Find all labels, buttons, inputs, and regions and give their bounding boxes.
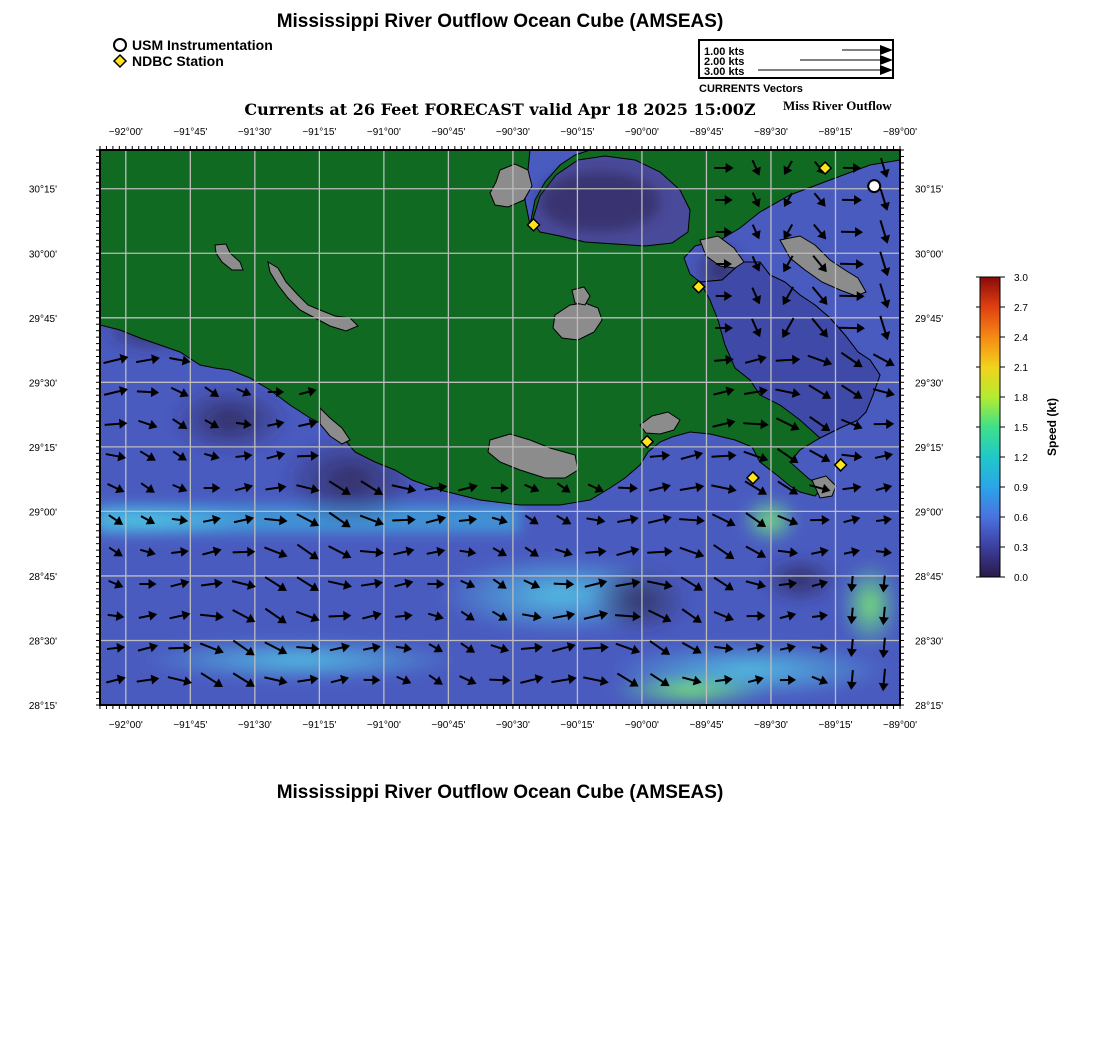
lon-tick-label-bottom: −89°30' (753, 720, 788, 731)
lon-tick-label-bottom: −92°00' (108, 720, 143, 731)
lon-tick-label-bottom: −90°45' (431, 720, 466, 731)
colorbar-tick-label: 0.9 (1014, 483, 1028, 494)
lat-tick-label-right: 29°15' (915, 442, 944, 454)
lat-tick-label-right: 29°45' (915, 313, 944, 325)
lat-tick-label-right: 28°45' (915, 571, 944, 583)
vector-label-2: 2.00 kts (704, 56, 745, 68)
lon-tick-label-bottom: −91°30' (237, 720, 272, 731)
colorbar-label: Speed (kt) (1045, 397, 1059, 457)
lon-tick-label-bottom: −91°15' (302, 720, 337, 731)
lat-tick-label-left: 28°15' (28, 701, 57, 712)
lat-tick-label-right: 30°00' (915, 249, 944, 261)
lon-tick-label-top: −89°30' (753, 127, 788, 138)
lon-tick-label-bottom: −90°30' (495, 720, 530, 731)
colorbar-tick-label: 2.1 (1014, 363, 1028, 374)
colorbar-tick-label: 2.7 (1014, 303, 1028, 314)
colorbar-tick-label: 3.0 (1014, 273, 1028, 284)
usm-instrument-marker (868, 180, 880, 192)
lon-tick-label-top: −91°00' (366, 127, 401, 138)
colorbar-tick-label: 0.3 (1014, 543, 1028, 554)
lat-tick-label-left: 28°30' (28, 636, 57, 648)
bottom-title: Mississippi River Outflow Ocean Cube (AMSEAS) (276, 782, 724, 803)
lon-tick-label-top: −89°15' (818, 127, 853, 138)
lon-tick-label-bottom: −89°00' (883, 720, 917, 731)
vector-legend-caption: CURRENTS Vectors (699, 83, 803, 95)
region-label: Miss River Outflow (783, 98, 892, 113)
colorbar-tick-label: 1.2 (1014, 453, 1028, 464)
legend-ndbc-label: NDBC Station (132, 53, 224, 69)
lon-tick-label-top: −90°30' (495, 127, 530, 138)
lon-tick-label-top: −90°45' (431, 127, 466, 138)
lon-tick-label-top: −90°00' (624, 127, 659, 138)
lat-tick-label-left: 30°15' (28, 184, 57, 196)
lon-tick-label-top: −91°15' (302, 127, 337, 138)
lon-tick-label-top: −89°00' (883, 127, 917, 138)
map-body (20, 150, 900, 708)
colorbar-tick-label: 1.5 (1014, 423, 1028, 434)
lon-tick-label-top: −91°30' (237, 127, 272, 138)
lat-tick-label-left: 28°45' (28, 571, 57, 583)
lat-tick-label-right: 30°15' (915, 184, 944, 196)
lon-tick-label-top: −89°45' (689, 127, 724, 138)
lon-tick-label-bottom: −89°15' (818, 720, 853, 731)
lat-tick-label-left: 29°00' (28, 507, 57, 519)
lon-tick-label-bottom: −89°45' (689, 720, 724, 731)
lat-tick-label-right: 28°30' (915, 636, 944, 648)
lon-tick-label-top: −92°00' (108, 127, 143, 138)
lat-tick-label-right: 29°30' (915, 378, 944, 390)
vector-label-1: 1.00 kts (704, 46, 745, 58)
lon-tick-label-bottom: −91°00' (366, 720, 401, 731)
map-title: Mississippi River Outflow Ocean Cube (AMSEAS) (276, 11, 724, 32)
lon-tick-label-top: −91°45' (173, 127, 208, 138)
lat-tick-label-left: 29°45' (28, 313, 57, 325)
colorbar-ramp (980, 277, 1000, 577)
lon-tick-label-bottom: −90°15' (560, 720, 595, 731)
lat-tick-label-right: 29°00' (915, 507, 944, 519)
map-subtitle: Currents at 26 Feet FORECAST valid Apr 18 2025 15:00Z (244, 100, 756, 119)
colorbar (970, 270, 1040, 590)
legend-usm-label: USM Instrumentation (132, 37, 273, 53)
lon-tick-label-bottom: −90°00' (624, 720, 659, 731)
vector-label-3: 3.00 kts (704, 66, 745, 77)
lat-tick-label-left: 29°30' (28, 378, 57, 390)
colorbar-tick-label: 1.8 (1014, 393, 1028, 404)
lon-tick-label-bottom: −91°45' (173, 720, 208, 731)
colorbar-tick-label: 0.0 (1014, 573, 1028, 584)
lon-tick-label-top: −90°15' (560, 127, 595, 138)
lat-tick-label-right: 28°15' (915, 701, 944, 712)
lat-tick-label-left: 29°15' (28, 442, 57, 454)
lat-tick-label-left: 30°00' (28, 249, 57, 261)
colorbar-tick-label: 2.4 (1014, 333, 1028, 344)
colorbar-tick-label: 0.6 (1014, 513, 1028, 524)
